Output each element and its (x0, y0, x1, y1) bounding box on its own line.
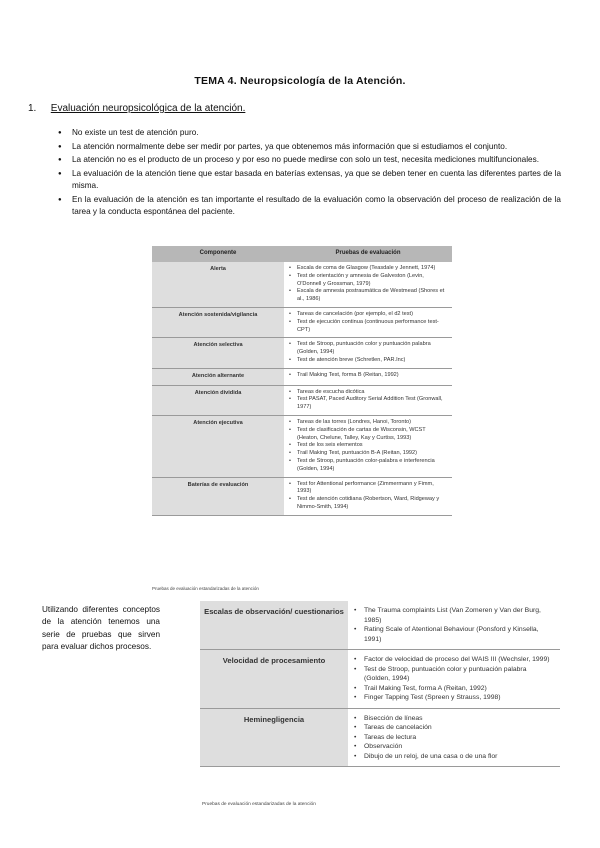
test-item: • Observación (354, 742, 554, 752)
evaluation-table-components (152, 246, 452, 516)
test-item: • Tareas de escucha dicótica (289, 389, 448, 397)
table-header (152, 246, 452, 262)
table-row (152, 308, 452, 338)
row-tests (348, 650, 560, 708)
side-paragraph: Utilizando diferentes conceptos de la atención tenemos una serie de pruebas que sirven para evaluar dichos procesos. (42, 605, 160, 652)
test-item: • Tareas de las torres (Londres, Hanoi, Toronto) (289, 419, 448, 427)
test-item: • Dibujo de un reloj, de una casa o de una flor (354, 752, 554, 762)
table-row (152, 416, 452, 478)
row-component: Alerta (152, 262, 284, 307)
test-item: • Test de los seis elementos (289, 442, 448, 450)
test-item: • Tareas de cancelación (354, 723, 554, 733)
row-tests (348, 601, 560, 649)
row-component: Atención dividida (152, 386, 284, 415)
row-tests (284, 262, 452, 307)
test-item: • Tareas de cancelación (por ejemplo, el d2 test) (289, 311, 448, 319)
test-item: • Test PASAT, Paced Auditory Serial Addition Test (Gronwall, 1977) (289, 396, 448, 412)
document-title: TEMA 4. Neuropsicología de la Atención. (194, 75, 406, 87)
header-tests: Pruebas de evaluación (335, 250, 401, 257)
table-row (152, 262, 452, 308)
table-row (200, 650, 560, 709)
bullet-list (58, 127, 561, 220)
row-component: Velocidad de procesamiento (200, 650, 348, 708)
bullet-item: ● No existe un test de atención puro. (58, 127, 561, 139)
evaluation-table-processes (200, 601, 560, 767)
test-item: • Bisección de líneas (354, 714, 554, 724)
row-component: Escalas de observación/ cuestionarios (200, 601, 348, 649)
test-item: • The Trauma complaints List (Van Zomeren y Van der Burg, 1985) (354, 606, 554, 625)
bullet-item: ● La atención normalmente debe ser medir por partes, ya que obtenemos más información que si estudiamos el conjunto. (58, 141, 561, 153)
test-item: • Escala de coma de Glasgow (Teasdale y Jennett, 1974) (289, 265, 448, 273)
test-item: • Test de clasificación de cartas de Wisconsin, WCST (Heaton, Chelune, Talley, Kay y Curtiss, 1993) (289, 427, 448, 443)
test-item: • Rating Scale of Atentional Behaviour (Ponsford y Kinsella, 1991) (354, 625, 554, 644)
row-tests (348, 709, 560, 767)
test-item: • Test de Stroop, puntuación color y puntuación palabra (Golden, 1994) (354, 665, 554, 684)
row-component: Atención ejecutiva (152, 416, 284, 477)
test-item: • Test for Attentional performance (Zimmermann y Fimm, 1993) (289, 481, 448, 497)
row-component: Baterías de evaluación (152, 478, 284, 515)
test-item: • Test de atención breve (Schretlen, PAR.Inc) (289, 357, 448, 365)
row-tests (284, 416, 452, 477)
test-item: • Factor de velocidad de proceso del WAIS III (Wechsler, 1999) (354, 655, 554, 665)
test-item: • Test de atención cotidiana (Robertson, Ward, Ridgeway y Nimmo-Smith, 1994) (289, 496, 448, 512)
row-component: Atención alternante (152, 369, 284, 385)
row-tests (284, 478, 452, 515)
bullet-item: ● La evaluación de la atención tiene que estar basada en baterías extensas, ya que se deben tener en cuenta las diferentes partes de la misma. (58, 168, 561, 192)
header-component: Componente (199, 250, 237, 257)
test-item: • Tareas de lectura (354, 733, 554, 743)
test-item: • Escala de amnesia postraumática de Westmead (Shores et al., 1986) (289, 288, 448, 304)
row-tests (284, 308, 452, 337)
section-heading (28, 103, 245, 114)
test-item: • Test de Stroop, puntuación color-palabra e interferencia (Golden, 1994) (289, 458, 448, 474)
row-tests (284, 386, 452, 415)
table-row (152, 386, 452, 416)
test-item: • Trail Making Test, forma B (Reitan, 1992) (289, 372, 448, 380)
test-item: • Finger Tapping Test (Spreen y Strauss, 1998) (354, 693, 554, 703)
row-component: Atención selectiva (152, 338, 284, 367)
test-item: • Test de Stroop, puntuación color y puntuación palabra (Golden, 1994) (289, 341, 448, 357)
table-row (200, 709, 560, 768)
test-item: • Trail Making Test, forma A (Reitan, 1992) (354, 684, 554, 694)
test-item: • Test de orientación y amnesia de Galveston (Levin, O'Donnell y Grossman, 1979) (289, 273, 448, 289)
bullet-item: ● La atención no es el producto de un proceso y por eso no puede medirse con solo un test, necesita mediciones multifuncionales. (58, 154, 561, 166)
table-row (152, 369, 452, 386)
table-row (152, 478, 452, 516)
row-tests (284, 338, 452, 367)
row-tests (284, 369, 452, 385)
row-component: Heminegligencia (200, 709, 348, 767)
table1-caption: Pruebas de evaluación estandarizadas de la atención (152, 586, 259, 591)
row-component: Atención sostenida/vigilancia (152, 308, 284, 337)
test-item: • Trail Making Test, puntuación B-A (Reitan, 1992) (289, 450, 448, 458)
table-row (152, 338, 452, 368)
test-item: • Test de ejecución continua (continuous performance test-CPT) (289, 319, 448, 335)
table-row (200, 601, 560, 650)
table2-caption: Pruebas de evaluación estandarizadas de la atención (202, 802, 316, 807)
bullet-item: ● En la evaluación de la atención es tan importante el resultado de la evaluación como la observación del proceso de realización de la tarea y la conducta espontánea del paciente. (58, 194, 561, 218)
section-number: 1. (28, 103, 37, 114)
section-heading-text: Evaluación neuropsicológica de la atención. (50, 103, 246, 114)
